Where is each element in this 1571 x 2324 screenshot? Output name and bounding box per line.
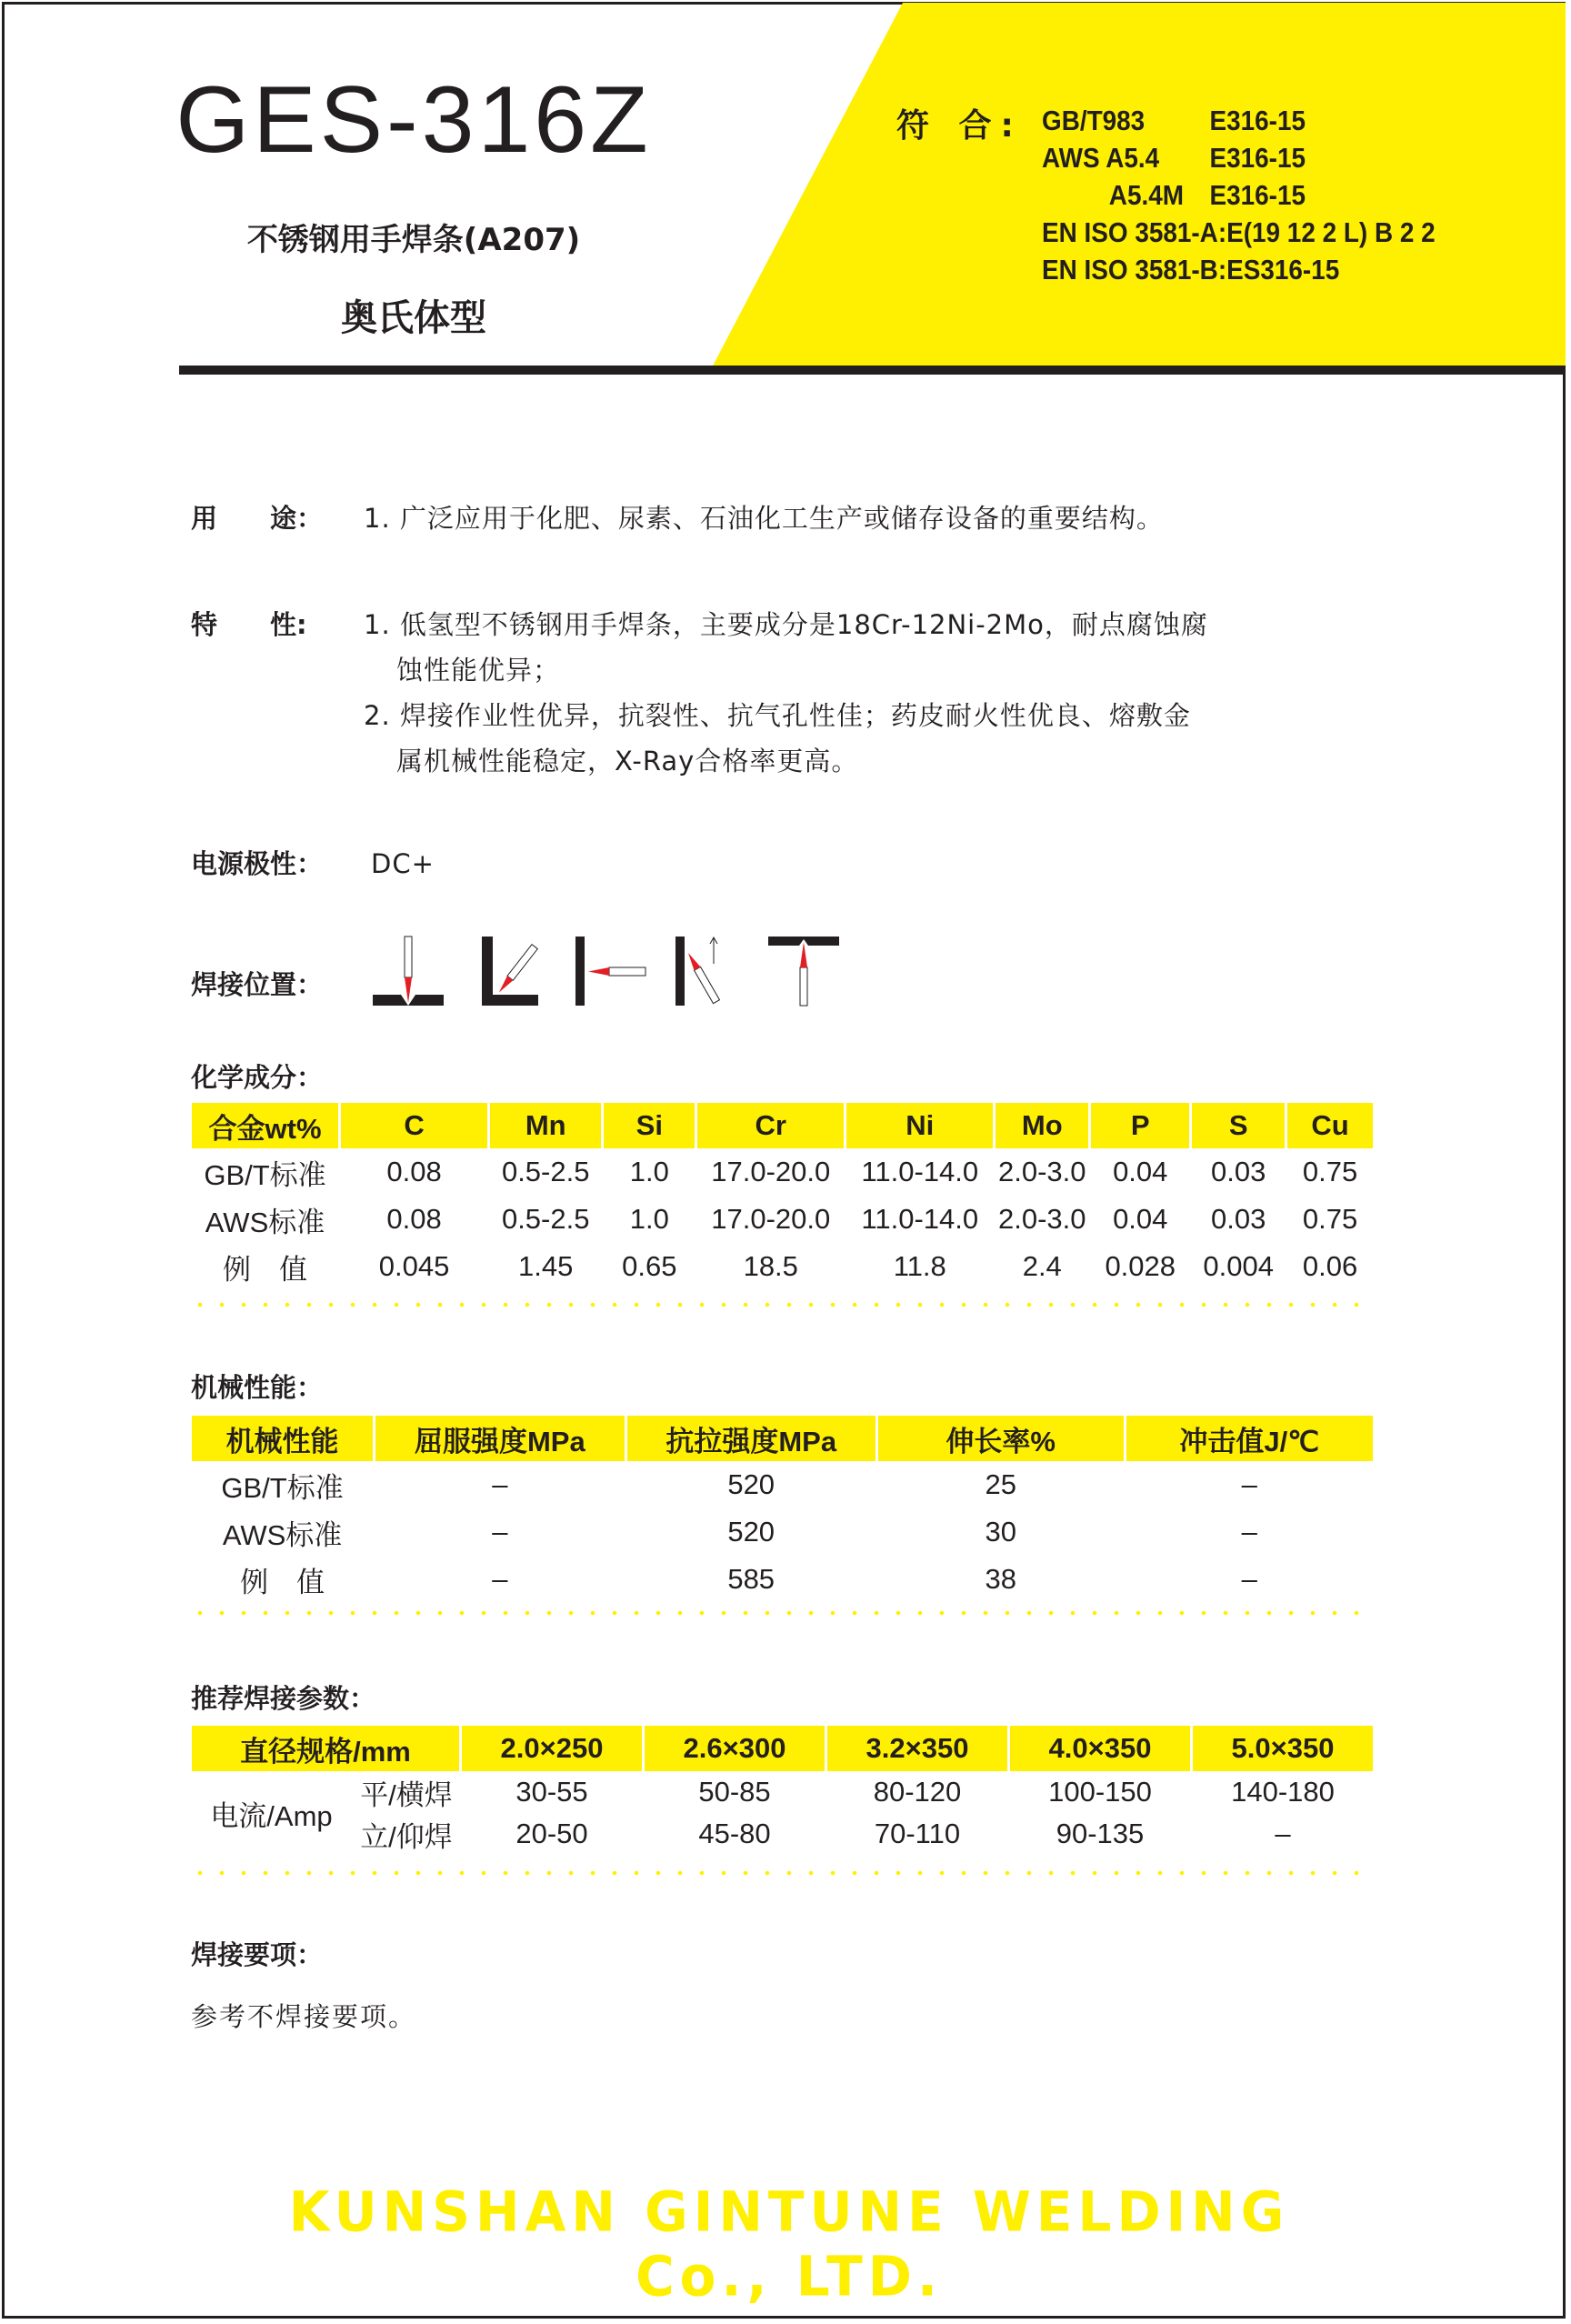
column-header: 4.0×350 — [1010, 1726, 1190, 1771]
feature-line: 属机械性能稳定，X-Ray合格率更高。 — [396, 746, 859, 776]
table-row — [192, 1771, 1373, 1813]
product-type: 奥氏体型 — [341, 297, 486, 339]
row-label: GB/T标准 — [204, 1158, 326, 1191]
table-cell: 50-85 — [698, 1776, 771, 1808]
column-header: Mo — [996, 1103, 1088, 1148]
table-cell: 20-50 — [515, 1818, 588, 1849]
table-cell: 11.8 — [893, 1250, 946, 1282]
table-cell: 1.0 — [629, 1203, 669, 1235]
column-header: Cr — [697, 1103, 844, 1148]
dotted-divider — [189, 1870, 1371, 1876]
dotted-divider — [189, 1302, 1371, 1307]
table-cell: 0.04 — [1113, 1156, 1168, 1187]
features-label: 特 性: — [191, 609, 307, 640]
mechanical-title: 机械性能： — [191, 1372, 324, 1403]
column-header: Mn — [490, 1103, 601, 1148]
table-row — [192, 1196, 1373, 1243]
standard-class: E316-15 — [1209, 179, 1306, 211]
column-header: Cu — [1287, 1103, 1373, 1148]
horizontal-position-icon — [575, 937, 645, 1006]
table-cell: 11.0-14.0 — [861, 1203, 979, 1235]
overhead-position-icon — [768, 937, 839, 1006]
table-cell: 70-110 — [874, 1818, 961, 1849]
table-cell: 2.0-3.0 — [998, 1156, 1086, 1187]
table-cell: 45-80 — [698, 1818, 771, 1849]
table-cell: 80-120 — [873, 1776, 962, 1808]
table-cell: 100-150 — [1048, 1776, 1152, 1808]
table-cell: 2.0-3.0 — [998, 1203, 1086, 1235]
table-cell: 0.5-2.5 — [501, 1203, 590, 1235]
table-cell: 18.5 — [743, 1250, 798, 1282]
table-row — [192, 1461, 1373, 1508]
table-cell: – — [492, 1468, 508, 1500]
usage-label: 用 途： — [191, 503, 324, 534]
flat-position-icon — [373, 937, 444, 1006]
column-header: 屈服强度MPa — [375, 1416, 624, 1461]
table-row — [192, 1148, 1373, 1196]
table-cell: 0.5-2.5 — [501, 1156, 590, 1187]
standard-name: EN ISO 3581-A:E(19 12 2 L) B 2 2 — [1042, 216, 1436, 248]
column-header: 冲击值J/℃ — [1126, 1416, 1374, 1461]
table-cell: – — [1241, 1516, 1257, 1548]
notes-title: 焊接要项： — [191, 1939, 324, 1970]
polarity-value: DC+ — [371, 848, 435, 879]
standard-row — [1042, 139, 1436, 176]
table-cell: 1.0 — [629, 1156, 669, 1187]
table-cell: 1.45 — [518, 1250, 574, 1282]
table-cell: 0.004 — [1203, 1250, 1274, 1282]
column-header: Ni — [846, 1103, 993, 1148]
conform-label: 符 合: — [896, 107, 1023, 145]
column-header: C — [341, 1103, 487, 1148]
table-cell: – — [1241, 1468, 1257, 1500]
feature-line: 2. 焊接作业性优异，抗裂性、抗气孔性佳；药皮耐火性优良、熔敷金 — [364, 700, 1191, 731]
mechanical-table — [189, 1416, 1376, 1603]
table-cell: 90-135 — [1056, 1818, 1145, 1849]
mechanical-header-row — [192, 1416, 1373, 1461]
column-header: 2.6×300 — [645, 1726, 825, 1771]
column-header: 伸长率% — [878, 1416, 1124, 1461]
table-cell: 0.04 — [1113, 1203, 1168, 1235]
row-label: AWS标准 — [222, 1518, 343, 1551]
table-cell: – — [1241, 1563, 1257, 1595]
table-cell: 140-180 — [1231, 1776, 1335, 1808]
position-label: 平/横焊 — [360, 1778, 453, 1811]
table-cell: – — [1275, 1818, 1291, 1849]
row-label: 例 值 — [223, 1253, 308, 1286]
standard-row — [1042, 102, 1436, 139]
table-cell: 520 — [727, 1468, 775, 1500]
column-header: P — [1091, 1103, 1189, 1148]
column-header: 5.0×350 — [1193, 1726, 1373, 1771]
column-header: 机械性能 — [192, 1416, 373, 1461]
table-cell: – — [492, 1516, 508, 1548]
feature-line: 蚀性能优异； — [396, 655, 561, 686]
standard-row — [1042, 251, 1436, 288]
row-label: GB/T标准 — [221, 1471, 344, 1504]
position-label: 立/仰焊 — [360, 1820, 453, 1853]
features-text — [364, 602, 1546, 784]
welding-positions — [368, 927, 841, 1013]
table-cell: 0.65 — [622, 1250, 677, 1282]
standards-list — [1042, 102, 1436, 288]
table-cell: 0.06 — [1302, 1250, 1358, 1282]
dotted-divider — [189, 1610, 1371, 1616]
vertical-up-position-icon — [675, 937, 719, 1006]
standard-class: E316-15 — [1209, 142, 1306, 174]
row-label: AWS标准 — [205, 1206, 325, 1238]
header-rule — [179, 366, 1566, 375]
column-header: S — [1192, 1103, 1285, 1148]
column-header: 3.2×350 — [827, 1726, 1007, 1771]
column-header: 抗拉强度MPa — [627, 1416, 876, 1461]
table-cell: 38 — [985, 1563, 1016, 1595]
positions-label: 焊接位置： — [191, 969, 324, 1000]
usage-text — [364, 496, 1546, 541]
table-row — [192, 1813, 1373, 1855]
usage-line: 1. 广泛应用于化肥、尿素、石油化工生产或储存设备的重要结构。 — [364, 503, 1164, 534]
table-cell: 30-55 — [515, 1776, 588, 1808]
chemical-table — [189, 1103, 1376, 1290]
table-row — [192, 1243, 1373, 1290]
standard-name: AWS A5.4 — [1042, 142, 1160, 174]
table-cell: 0.08 — [386, 1156, 442, 1187]
column-header: 2.0×250 — [462, 1726, 642, 1771]
table-cell: 17.0-20.0 — [711, 1203, 831, 1235]
feature-line: 1. 低氢型不锈钢用手焊条，主要成分是18Cr-12Ni-2Mo，耐点腐蚀腐 — [364, 609, 1208, 640]
table-cell: 2.4 — [1022, 1250, 1062, 1282]
row-label: 例 值 — [240, 1566, 325, 1598]
table-cell: 0.03 — [1211, 1156, 1266, 1187]
table-cell: 0.045 — [378, 1250, 450, 1282]
standard-name: EN ISO 3581-B:ES316-15 — [1042, 254, 1340, 285]
table-cell: 0.75 — [1302, 1203, 1358, 1235]
column-header: Si — [604, 1103, 695, 1148]
model-title: GES-316Z — [175, 67, 652, 173]
company-name: KUNSHAN GINTUNE WELDING Co., LTD. — [288, 2179, 1290, 2309]
table-cell: 17.0-20.0 — [711, 1156, 831, 1187]
table-cell: 0.08 — [386, 1203, 442, 1235]
table-cell: 0.75 — [1302, 1156, 1358, 1187]
standard-row — [1042, 214, 1436, 251]
table-cell: 0.03 — [1211, 1203, 1266, 1235]
table-cell: 11.0-14.0 — [861, 1156, 979, 1187]
horizontal-fillet-icon — [482, 937, 538, 1006]
table-row — [192, 1508, 1373, 1556]
chemical-header-row — [192, 1103, 1373, 1148]
table-cell: 0.028 — [1105, 1250, 1176, 1282]
current-label: 电流/Amp — [210, 1799, 333, 1832]
standard-name: GB/T983 — [1042, 105, 1146, 136]
table-cell: 585 — [727, 1563, 775, 1595]
standard-class: E316-15 — [1209, 105, 1306, 136]
chemical-title: 化学成分： — [191, 1062, 324, 1093]
table-cell: 25 — [985, 1468, 1016, 1500]
table-cell: 30 — [985, 1516, 1016, 1548]
table-cell: – — [492, 1563, 508, 1595]
parameters-table — [189, 1726, 1376, 1855]
notes-text: 参考不焊接要项。 — [191, 2001, 417, 2032]
column-header: 合金wt% — [192, 1103, 338, 1148]
table-row — [192, 1556, 1373, 1603]
product-subtitle: 不锈钢用手焊条(A207) — [246, 222, 581, 258]
column-header: 直径规格/mm — [192, 1726, 459, 1771]
table-cell: 520 — [727, 1516, 775, 1548]
standard-name: A5.4M — [1108, 179, 1184, 211]
parameters-title: 推荐焊接参数： — [191, 1683, 376, 1714]
standard-row — [1042, 176, 1436, 214]
parameters-header-row — [192, 1726, 1373, 1771]
polarity-label: 电源极性： — [191, 848, 324, 879]
